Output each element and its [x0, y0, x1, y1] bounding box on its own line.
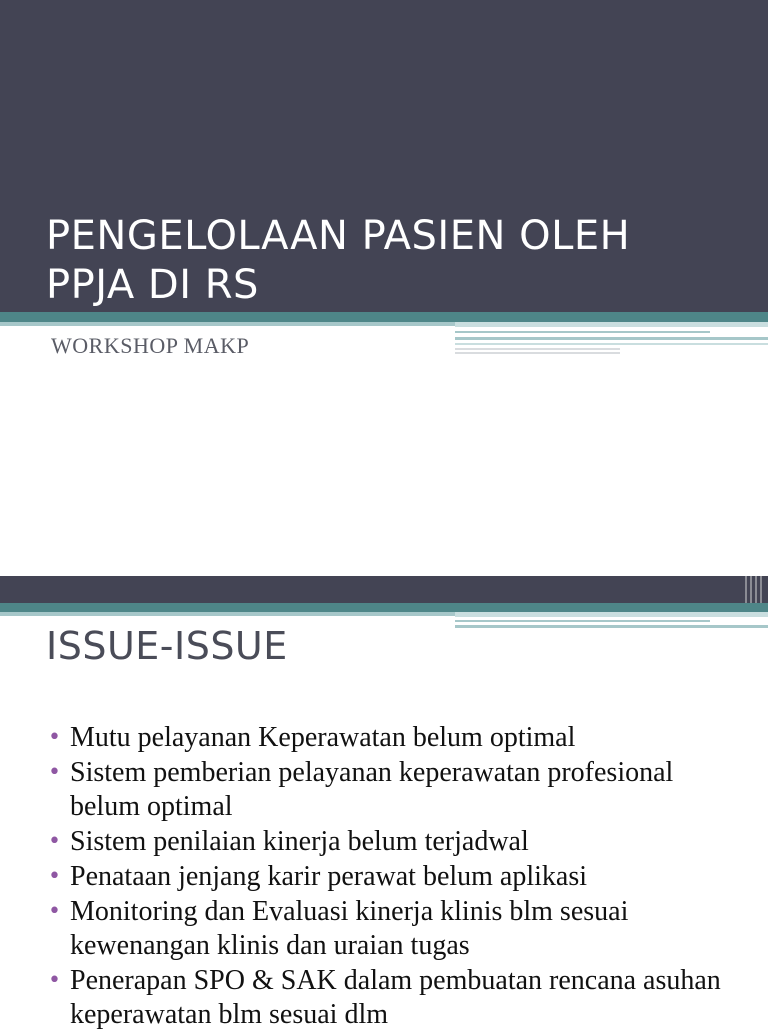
list-item [46, 825, 746, 859]
title-line: PPJA DI RS [46, 262, 259, 308]
list-item [46, 860, 746, 894]
accent-stripe [455, 612, 768, 617]
list-item-text: Penataan jenjang karir perawat belum aplikasi [70, 861, 588, 892]
list-item-text: Penerapan SPO & SAK dalam pembuatan rencana asuhan keperawatan blm sesuai dlm [70, 965, 721, 1030]
bullet-icon: • [48, 968, 61, 993]
accent-stripe [455, 331, 710, 333]
list-item-text: Sistem penilaian kinerja belum terjadwal [70, 826, 529, 857]
accent-stripe [455, 348, 620, 350]
header-band [0, 576, 768, 603]
list-item-text: Sistem pemberian pelayanan keperawatan profesional belum optimal [70, 757, 674, 822]
slide-subtitle: WORKSHOP MAKP [51, 333, 250, 358]
accent-stripe [0, 603, 768, 612]
accent-stripe [455, 625, 768, 628]
accent-stripe [455, 352, 620, 354]
accent-stripe [455, 620, 710, 622]
list-item [46, 964, 746, 1032]
accent-stripe [455, 337, 768, 340]
list-item-text: Monitoring dan Evaluasi kinerja klinis blm sesuai kewenangan klinis dan uraian tugas [70, 896, 629, 961]
bullet-icon: • [48, 829, 61, 854]
slide-title: ISSUE-ISSUE [46, 624, 288, 668]
bullet-icon: • [48, 864, 61, 889]
accent-stripe [0, 322, 455, 326]
bullet-icon: • [48, 725, 61, 750]
accent-stripe [0, 612, 455, 616]
decor-line [745, 576, 747, 603]
decor-line [750, 576, 752, 603]
list-item-text: Mutu pelayanan Keperawatan belum optimal [70, 722, 576, 753]
accent-stripe [455, 322, 768, 327]
bullet-list [46, 721, 746, 1033]
slide-title [46, 212, 726, 310]
bullet-icon: • [48, 760, 61, 785]
accent-stripe [0, 312, 768, 322]
list-item [46, 895, 746, 963]
title-line: PENGELOLAAN PASIEN OLEH [46, 213, 631, 259]
list-item [46, 721, 746, 755]
accent-stripe [455, 343, 768, 345]
decor-line [760, 576, 762, 603]
decor-line [755, 576, 757, 603]
bullet-icon: • [48, 899, 61, 924]
list-item [46, 756, 746, 824]
